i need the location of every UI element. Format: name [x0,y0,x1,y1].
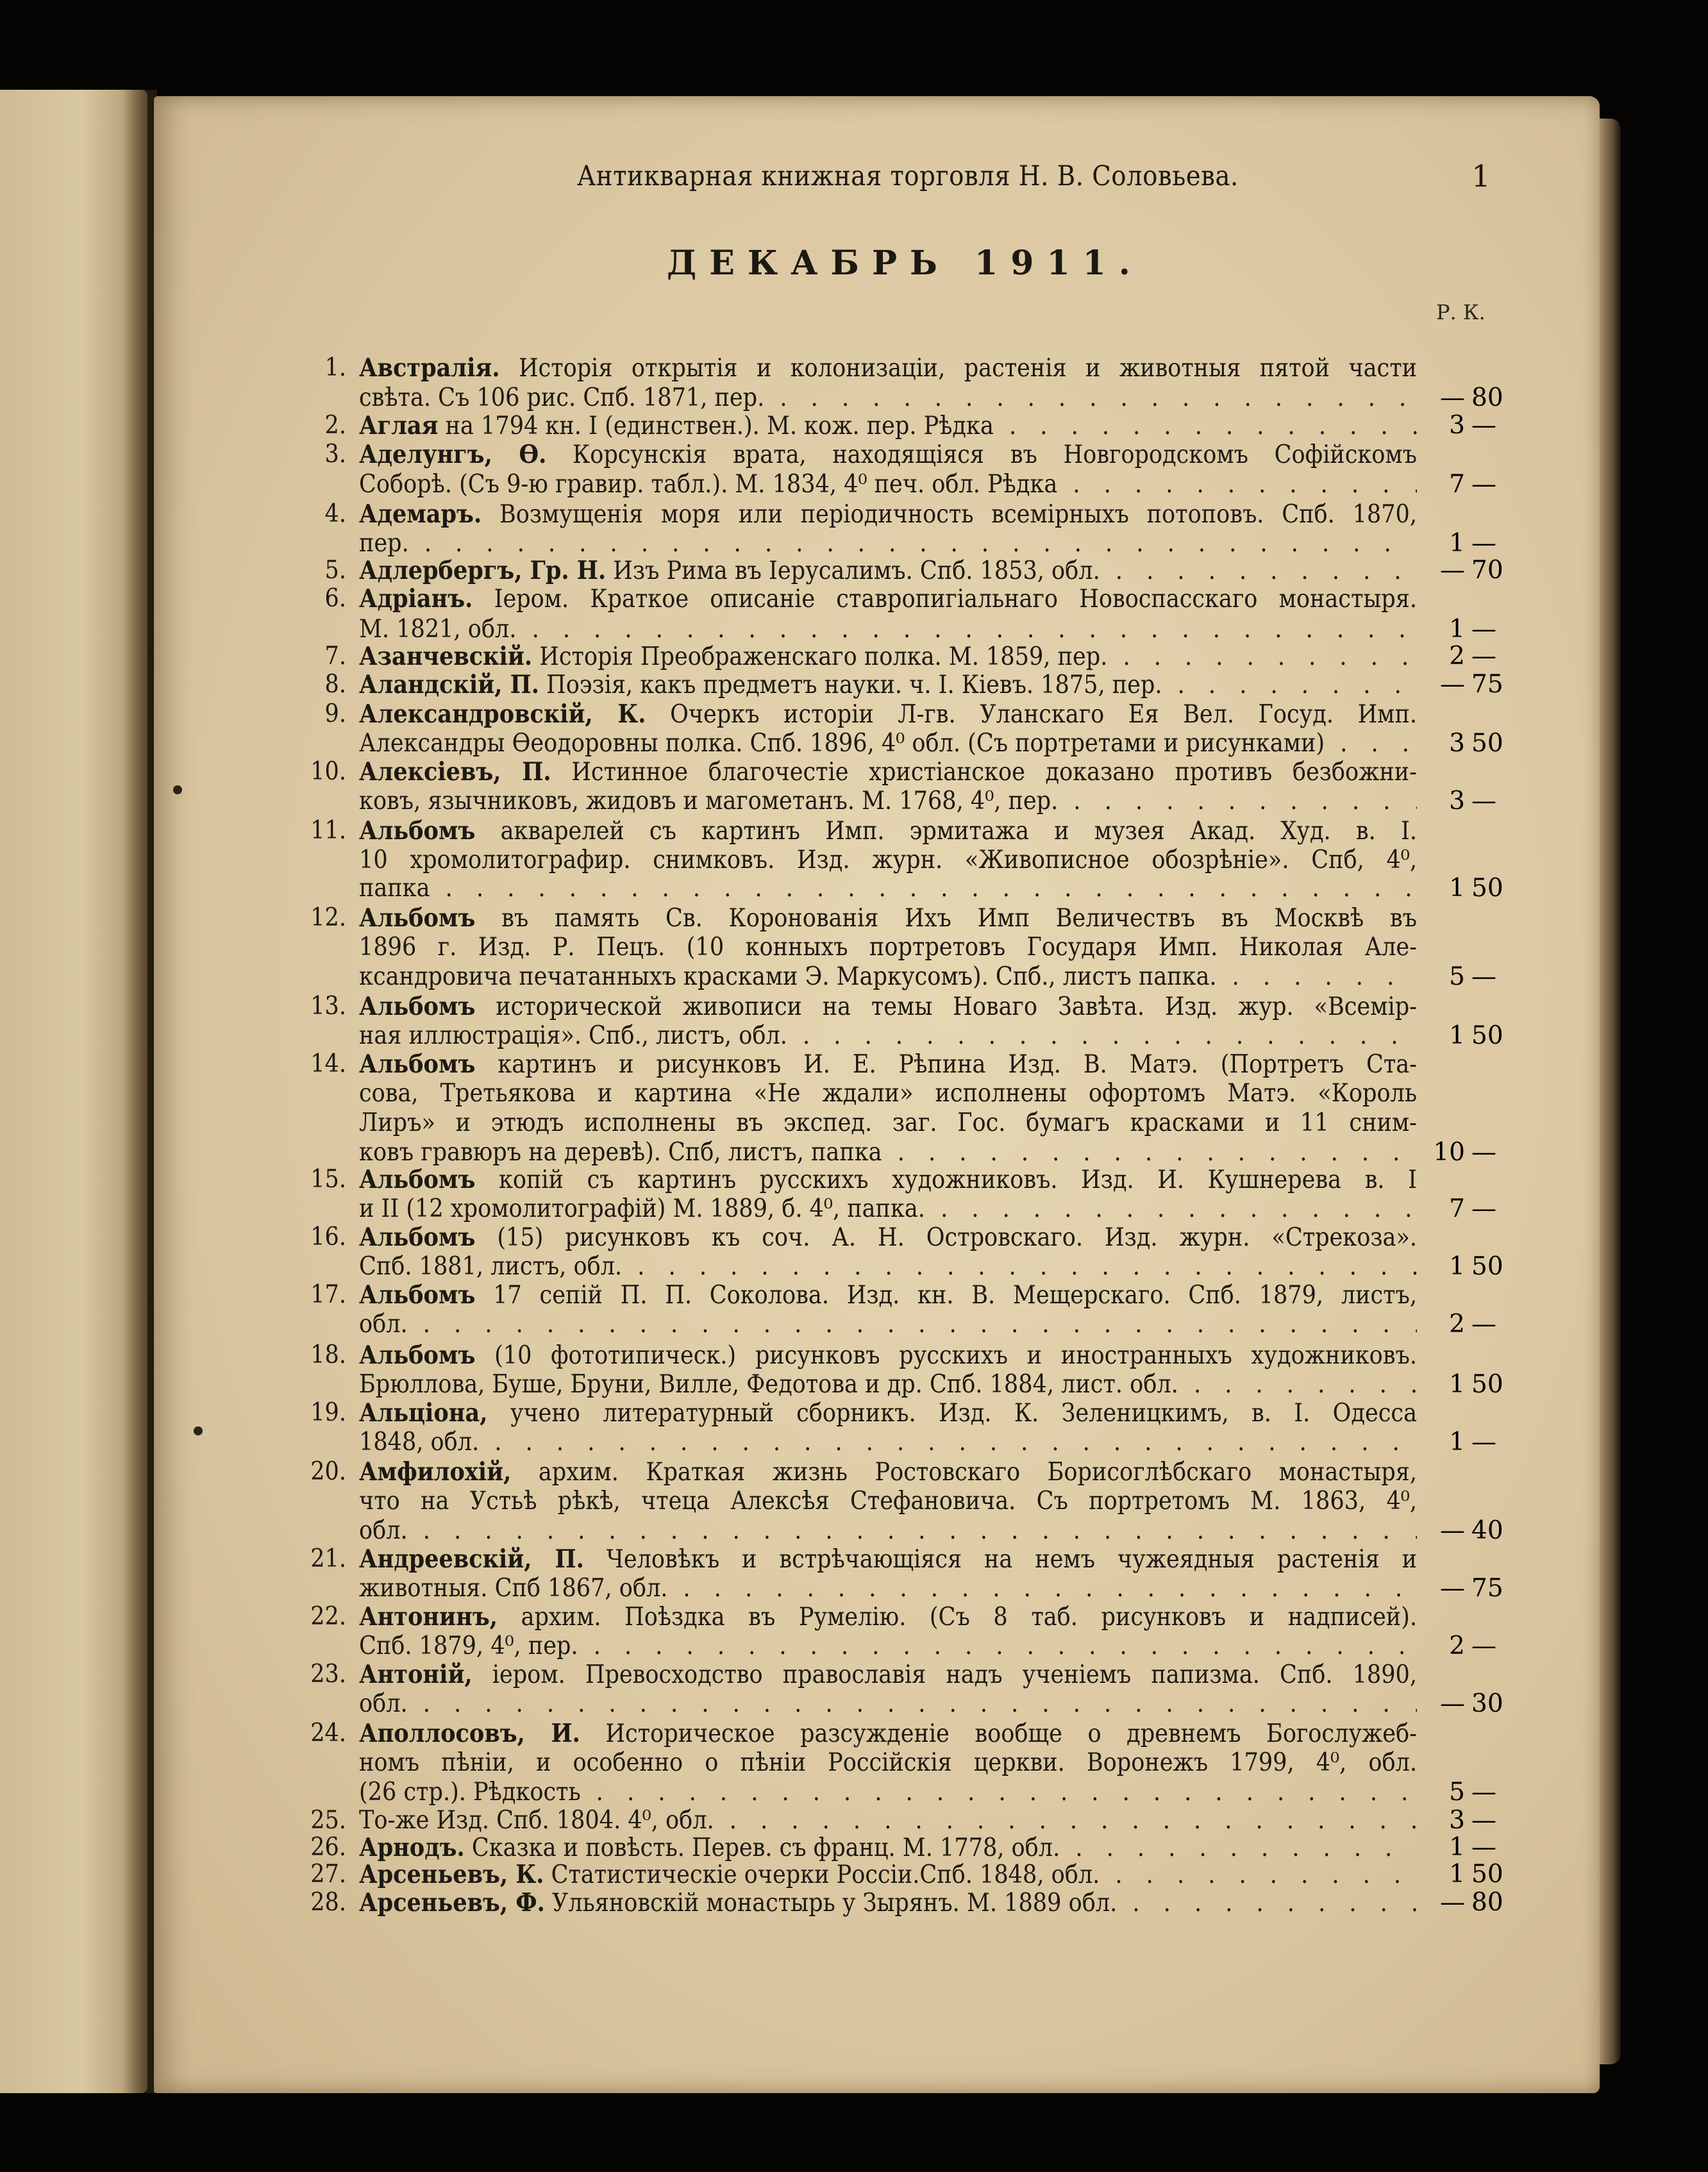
price-kopecks: — [1471,470,1496,499]
entry-text: животныя. Спб 1867, обл. [359,1574,668,1603]
entry-text-line [359,1805,1417,1836]
entry-text-line [359,1887,1417,1918]
entry-text-line [359,583,1417,614]
entry-number: 6. [324,584,346,613]
page-number: 1 [1471,159,1491,194]
entry-text: въ память Св. Коронованія Ихъ Имп Величествъ въ Москвѣ въ [501,904,1417,933]
entry-text: То-же Изд. Спб. 1804. 4⁰, обл. [359,1806,714,1835]
entry-text: Сказка и повѣсть. Перев. съ франц. М. 1778, обл. [471,1834,1060,1862]
entry-author: Альціона, [359,1398,488,1428]
entry-text: Исторія открытія и колонизаціи, растенія и животныя пятой части [518,354,1417,383]
price-kopecks: — [1471,642,1496,671]
entry-author: Аделунгъ, Ѳ. [359,440,547,469]
price-rubles: — [1440,383,1465,412]
price-column-header: Р. К. [1436,300,1486,324]
entry-text: обл. [359,1689,408,1718]
entry-price [1417,1251,1510,1282]
entry-author: Антоній, [359,1660,473,1689]
entry-text: архим. Поѣздка въ Румелію. (Съ 8 таб. рисунковъ и надписей). [521,1603,1417,1632]
entry-number: 22. [310,1602,346,1631]
entry-text: Соборѣ. (Съ 9-ю гравир. табл.). М. 1834, 4⁰ печ. обл. Рѣдка [359,470,1058,499]
price-kopecks: 50 [1471,729,1503,758]
entry-text: Человѣкъ и встрѣчающіяся на немъ чужеядныя растенія и [606,1545,1418,1574]
entry-text: копій съ картинъ русскихъ художниковъ. Изд. И. Кушнерева в. I [498,1165,1417,1194]
entry-text: 10 хромолитографир. снимковъ. Изд. журн. «Живописное обозрѣніе». Спб, 4⁰, [359,846,1417,874]
entry-text-line [359,1280,1417,1310]
price-rubles: 1 [1449,1860,1465,1889]
entry-author: Алексіевъ, П. [359,757,551,787]
entry-text-line [359,1049,1417,1080]
entry-text: ковъ гравюръ на деревѣ). Спб, листъ, папка [359,1138,882,1167]
entry-text: свѣта. Съ 106 рис. Спб. 1871, пер. [359,383,765,412]
entry-number: 28. [310,1888,346,1917]
entry-number: 2. [324,411,346,440]
entry-text: учено литературный сборникъ. Изд. К. Зеленицкимъ, в. I. Одесса [510,1399,1417,1428]
entry-text-line [359,1164,1417,1195]
entry-price [1417,1631,1510,1662]
entry-text: номъ пѣніи, и особенно о пѣніи Россійскія церкви. Воронежъ 1799, 4⁰, обл. [359,1748,1417,1777]
entry-text-line [359,528,1417,559]
entry-text-line [359,1748,1417,1778]
entry-number: 23. [310,1660,346,1689]
entry-number: 7. [324,642,346,671]
entry-text: іером. Превосходство православія надъ ученіемъ папизма. Спб. 1890, [492,1660,1417,1689]
entry-text: Спб. 1879, 4⁰, пер. [359,1632,578,1660]
entry-text: Корсунскія врата, находящіяся въ Новгородскомъ Софійскомъ [573,440,1418,469]
price-rubles: — [1440,1689,1465,1718]
entry-text-line [359,1427,1417,1458]
price-kopecks: — [1471,1778,1496,1807]
entry-author: Александровскій, К. [359,699,646,729]
price-rubles: — [1440,1574,1465,1603]
price-rubles: 2 [1449,1310,1465,1339]
entry-text: обл. [359,1516,408,1545]
entry-price [1417,383,1510,414]
entry-author: Альбомъ [359,816,476,846]
price-kopecks: — [1471,1428,1496,1457]
entry-text-line [359,1859,1417,1890]
entry-text-line [359,1544,1417,1575]
entry-text: Исторія Преображенскаго полка. М. 1859, пер. [539,642,1108,671]
entry-author: Антонинъ, [359,1602,498,1632]
entry-price [1417,1805,1510,1836]
entry-text-line [359,1194,1417,1224]
price-kopecks: 80 [1471,1888,1503,1917]
entry-text: обл. [359,1310,408,1339]
entry-price [1417,410,1510,441]
entry-text-line [359,1398,1417,1428]
entry-number: 16. [310,1223,346,1251]
entry-author: Аландскій, П. [359,670,539,699]
entry-author: Австралія. [359,353,500,383]
entry-price [1417,555,1510,586]
entry-price [1417,1427,1510,1458]
entry-text: Истинное благочестіе христіанское доказано противъ безбожни- [571,758,1417,787]
price-rubles: 2 [1449,1632,1465,1660]
price-rubles: 1 [1449,1370,1465,1399]
entry-price [1417,962,1510,992]
entry-text-line [359,1108,1417,1139]
entry-text: (10 фототипическ.) рисунковъ русскихъ и иностранныхъ художниковъ. [494,1341,1418,1370]
entry-price [1417,1832,1510,1863]
price-kopecks: 70 [1471,556,1503,585]
entry-text-line [359,1340,1417,1371]
entry-text-line [359,1601,1417,1632]
entry-text-line [359,845,1417,876]
entry-number: 4. [324,499,346,528]
entry-author: Азанчевскій. [359,642,533,671]
entry-text-line [359,1021,1417,1051]
entry-number: 21. [310,1544,346,1573]
entry-text-line [359,499,1417,530]
price-kopecks: — [1471,1632,1496,1660]
price-rubles: 3 [1449,411,1465,440]
price-kopecks: — [1471,1138,1496,1167]
entry-text: Очеркъ исторіи Л-гв. Уланскаго Ея Вел. Госуд. Имп. [670,700,1417,729]
price-kopecks: — [1471,529,1496,558]
entry-price [1417,669,1510,700]
price-rubles: 10 [1433,1138,1465,1167]
entry-author: Альбомъ [359,1341,476,1370]
price-kopecks: 75 [1471,1574,1503,1603]
entry-price [1417,1573,1510,1604]
entry-text: картинъ и рисунковъ И. Е. Рѣпина Изд. В. Матэ. (Портретъ Ста- [498,1050,1418,1079]
entry-text-line [359,1078,1417,1109]
price-kopecks: — [1471,411,1496,440]
price-kopecks: 50 [1471,874,1503,903]
entry-author: Амфилохій, [359,1457,512,1487]
entry-price [1417,1194,1510,1224]
entry-number: 18. [310,1341,346,1369]
entry-text: Александры Ѳеодоровны полка. Спб. 1896, 4⁰ обл. (Съ портретами и рисунками) [359,729,1325,758]
entry-number: 11. [310,816,346,845]
price-rubles: 7 [1449,1194,1465,1223]
entry-text: акварелей съ картинъ Имп. эрмитажа и музея Акад. Худ. в. I. [500,817,1418,846]
month-title: ДЕКАБРЬ 1911. [667,244,1143,283]
entry-text-line [359,1832,1417,1863]
entry-text-line [359,1718,1417,1749]
price-rubles: — [1440,670,1465,699]
entry-number: 19. [310,1398,346,1427]
entry-text: Историческое разсужденіе вообще о древнемъ Богослужеб- [605,1719,1418,1748]
entry-text-line [359,641,1417,672]
entry-number: 1. [324,353,346,382]
entry-text: исторической живописи на темы Новаго Завѣта. Изд. жур. «Всемір- [496,992,1417,1021]
entry-text-line [359,1369,1417,1400]
price-kopecks: — [1471,962,1496,991]
price-rubles: 1 [1449,529,1465,558]
entry-text: 1848, обл. [359,1428,480,1457]
entry-author: Адемаръ. [359,499,482,529]
entry-text: сова, Третьякова и картина «Не ждали» исполнены офортомъ Матэ. «Король [359,1079,1417,1108]
entry-text: что на Устьѣ рѣкѣ, чтеца Алексѣя Стефановича. Съ портретомъ М. 1863, 4⁰, [359,1487,1417,1516]
entry-number: 20. [310,1457,346,1486]
entry-text-line [359,1457,1417,1487]
entry-text: архим. Краткая жизнь Ростовскаго Борисоглѣбскаго монастыря, [538,1458,1418,1487]
price-kopecks: 50 [1471,1252,1503,1281]
entry-text: папка [359,874,430,903]
price-kopecks: 50 [1471,1370,1503,1399]
entry-author: Альбомъ [359,1165,476,1194]
entry-text: на 1794 кн. I (единствен.). М. кож. пер. Рѣдка [445,412,994,440]
entry-number: 8. [324,670,346,699]
entry-price [1417,786,1510,817]
entry-number: 5. [324,556,346,585]
entry-price [1417,873,1510,904]
entry-text: Статистическіе очерки Россіи.Спб. 1848, обл. [551,1860,1100,1889]
price-kopecks: — [1471,1806,1496,1835]
entry-text-line [359,756,1417,787]
entry-text-line [359,1689,1417,1719]
entry-price [1417,1021,1510,1051]
price-kopecks: — [1471,1833,1496,1862]
entry-number: 25. [310,1806,346,1835]
entry-text-line [359,786,1417,817]
price-kopecks: — [1471,1310,1496,1339]
entry-text-line [359,1631,1417,1662]
entry-text-line [359,962,1417,992]
entry-text: (26 стр.). Рѣдкость [359,1778,581,1807]
price-rubles: 1 [1449,1428,1465,1457]
entry-author: Аглая [359,411,439,440]
entry-text-line [359,439,1417,470]
entry-price [1417,1369,1510,1400]
entry-text-line [359,1777,1417,1808]
price-rubles: 1 [1449,615,1465,644]
entry-text-line [359,1222,1417,1253]
entry-number: 3. [324,440,346,469]
entry-text-line [359,1516,1417,1546]
entry-text: Изъ Рима въ Іерусалимъ. Спб. 1853, обл. [613,556,1100,585]
entry-author: Андреевскій, П. [359,1544,584,1574]
entry-author: Альбомъ [359,1280,476,1310]
entry-text: Ульяновскій монастырь у Зырянъ. М. 1889 обл. [551,1889,1118,1917]
entry-text-line [359,815,1417,846]
entry-author: Арсеньевъ, К. [359,1860,544,1889]
price-kopecks: 40 [1471,1516,1503,1545]
entry-text: М. 1821, обл. [359,615,517,644]
price-kopecks: — [1471,1194,1496,1223]
entry-text-line [359,1573,1417,1604]
price-rubles: — [1440,1516,1465,1545]
entry-text-line [359,1251,1417,1282]
entry-text: Поэзія, какъ предметъ науки. ч. I. Кіевъ. 1875, пер. [546,671,1162,699]
entry-price [1417,1516,1510,1546]
entry-text-line [359,903,1417,933]
entry-author: Арнодъ. [359,1833,465,1862]
entry-price [1417,1689,1510,1719]
entry-author: Альбомъ [359,992,476,1021]
entry-price [1417,528,1510,559]
entry-number: 13. [310,992,346,1021]
entry-price [1417,641,1510,672]
price-rubles: 1 [1449,1252,1465,1281]
entry-author: Альбомъ [359,1049,476,1079]
entry-number: 17. [310,1280,346,1309]
price-rubles: — [1440,1888,1465,1917]
entry-number: 27. [310,1860,346,1889]
entry-text: ковъ, язычниковъ, жидовъ и магометанъ. М. 1768, 4⁰, пер. [359,787,1059,815]
price-rubles: 2 [1449,642,1465,671]
entry-text-line [359,873,1417,904]
entry-text: пер. [359,529,409,558]
entry-text: Брюллова, Буше, Бруни, Вилле, Федотова и др. Спб. 1884, лист. обл. [359,1370,1178,1399]
entry-text: Возмущенія моря или періодичность всемірныхъ потоповъ. Спб. 1870, [499,500,1418,529]
entry-author: Альбомъ [359,1223,476,1252]
entry-text: ксандровича печатанныхъ красками Э. Маркусомъ). Спб., листъ папка. [359,962,1217,991]
entry-price [1417,1309,1510,1340]
entry-text-line [359,699,1417,730]
entry-text: Іером. Краткое описаніе ставропигіальнаго Новоспасскаго монастыря. [494,585,1418,614]
price-kopecks: 80 [1471,383,1503,412]
entry-text: 17 сепій П. П. Соколова. Изд. кн. В. Мещерскаго. Спб. 1879, листъ, [493,1281,1417,1310]
price-kopecks: — [1471,615,1496,644]
entry-number: 24. [310,1719,346,1748]
entry-author: Альбомъ [359,903,476,933]
entry-text-line [359,1659,1417,1690]
entry-text-line [359,353,1417,383]
price-rubles: 3 [1449,787,1465,815]
price-kopecks: 50 [1471,1021,1503,1050]
entry-price [1417,1887,1510,1918]
entry-author: Адлербергъ, Гр. Н. [359,556,607,585]
entry-author: Аполлосовъ, И. [359,1719,580,1748]
price-rubles: 5 [1449,962,1465,991]
price-kopecks: 75 [1471,670,1503,699]
price-rubles: 1 [1449,1833,1465,1862]
price-rubles: 3 [1449,1806,1465,1835]
entry-number: 9. [324,699,346,728]
entry-author: Арсеньевъ, Ф. [359,1888,545,1917]
entry-text: Спб. 1881, листъ, обл. [359,1252,623,1281]
entry-number: 10. [310,757,346,786]
entry-text-line [359,469,1417,500]
entry-number: 26. [310,1833,346,1862]
entry-text-line [359,555,1417,586]
price-rubles: 1 [1449,1021,1465,1050]
entry-number: 14. [310,1049,346,1078]
entry-author: Адріанъ. [359,584,473,614]
entry-text: Лиръ» и этюдъ исполнены въ экспед. заг. Гос. бумагъ красками и 11 сним- [359,1108,1417,1137]
price-rubles: — [1440,556,1465,585]
entry-text-line [359,1486,1417,1517]
entry-number: 12. [310,903,346,932]
entry-text-line [359,1137,1417,1168]
entry-price [1417,469,1510,500]
price-kopecks: 30 [1471,1689,1503,1718]
entry-text-line [359,383,1417,414]
entry-price [1417,1777,1510,1808]
price-rubles: 7 [1449,470,1465,499]
entry-price [1417,1137,1510,1168]
entry-text-line [359,669,1417,700]
entry-text-line [359,991,1417,1022]
entry-text-line [359,614,1417,645]
entry-text: и II (12 хромолитографій) М. 1889, б. 4⁰, папка. [359,1194,925,1223]
price-kopecks: — [1471,787,1496,815]
entry-price [1417,728,1510,759]
entry-price [1417,614,1510,645]
entry-price [1417,1859,1510,1890]
entry-text-line [359,1309,1417,1340]
entry-text: ная иллюстрація». Спб., листъ, обл. [359,1021,787,1050]
price-kopecks: 50 [1471,1860,1503,1889]
entry-text: 1896 г. Изд. Р. Пецъ. (10 конныхъ портретовъ Государя Имп. Николая Але- [359,933,1417,962]
entry-number: 15. [310,1165,346,1194]
price-rubles: 1 [1449,874,1465,903]
entry-text-line [359,728,1417,759]
entry-text-line [359,932,1417,963]
price-rubles: 3 [1449,729,1465,758]
entry-text-line [359,410,1417,441]
running-head: Антикварная книжная торговля Н. В. Соловьева. [577,160,1239,192]
entry-text: (15) рисунковъ къ соч. А. Н. Островскаго. Изд. журн. «Стрекоза». [497,1223,1418,1252]
price-rubles: 5 [1449,1778,1465,1807]
